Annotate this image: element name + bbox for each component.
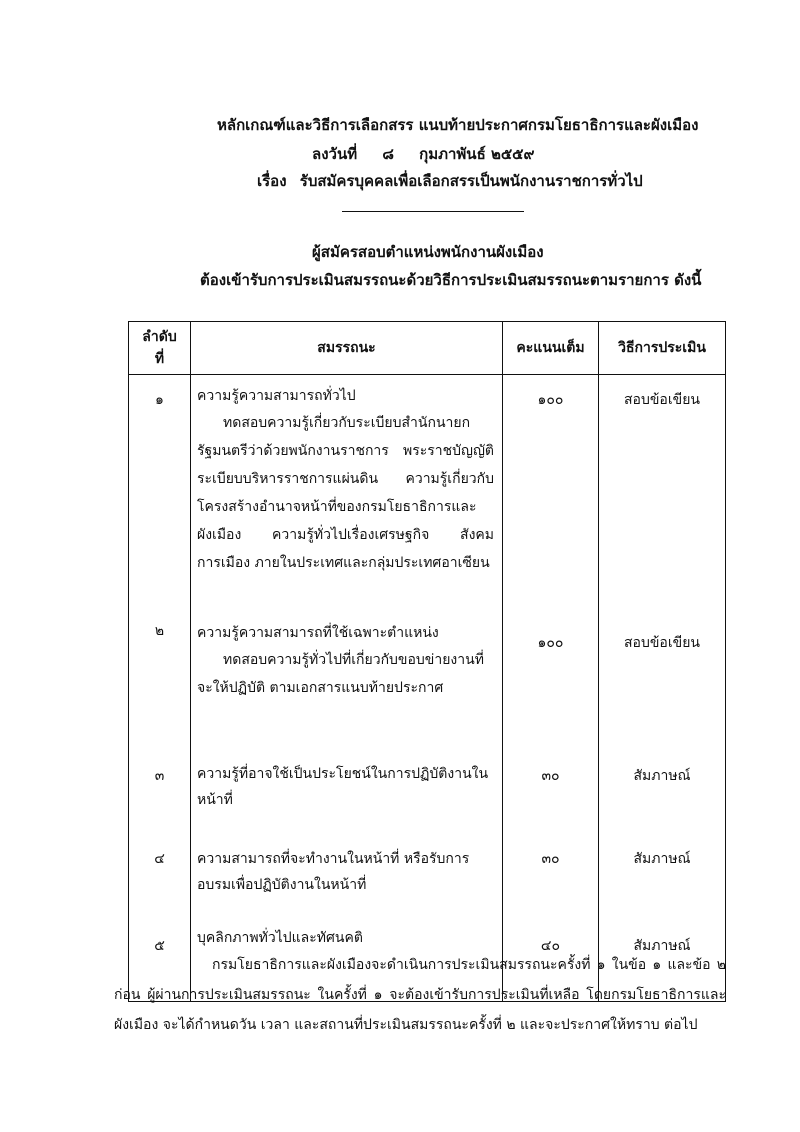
competency-topic: ความรู้ความสามารถที่ใช้เฉพาะตำแหน่ง bbox=[197, 625, 439, 641]
competency-description: ทดสอบความรู้ทั่วไปที่เกี่ยวกับขอบข่ายงานที่จะให้ปฏิบัติ ตามเอกสารแนบท้ายประกาศ bbox=[197, 652, 484, 696]
row-score: ๑๐๐ bbox=[503, 612, 599, 753]
footer-paragraph bbox=[114, 950, 726, 1040]
row-competency bbox=[191, 375, 503, 613]
row-method: สอบข้อเขียน bbox=[599, 375, 726, 613]
document-date bbox=[312, 142, 535, 166]
row-score: ๓๐ bbox=[503, 838, 599, 917]
table-row bbox=[129, 838, 726, 917]
footer-paragraph-text: กรมโยธาธิการและผังเมืองจะดำเนินการประเมินสมรรถนะครั้งที่ ๑ ในข้อ ๑ และข้อ ๒ ก่อน ผู้ผ่านการประเมินสมรรถนะ ในครั้งที่ ๑ จะต้องเข้ารับการประเมินที่เหลือ โดยกรมโยธาธิการและผังเมือง จะได้กำหนดวัน เวลา และสถานที่ประเมินสมรรถนะครั้งที่ ๒ และจะประกาศให้ทราบ ต่อไป bbox=[114, 957, 726, 1033]
table-row bbox=[129, 753, 726, 838]
row-competency bbox=[191, 838, 503, 917]
document-subject bbox=[257, 169, 643, 193]
subject-label: เรื่อง bbox=[257, 172, 287, 190]
date-prefix: ลงวันที่ bbox=[312, 145, 358, 163]
subject-text: รับสมัครบุคคลเพื่อเลือกสรรเป็นพนักงานราชการทั่วไป bbox=[299, 172, 643, 190]
header-divider bbox=[342, 211, 524, 212]
row-competency bbox=[191, 612, 503, 753]
competency-topic: บุคลิกภาพทั่วไปและทัศนคติ bbox=[197, 930, 363, 946]
intro-line-1: ผู้สมัครสอบตำแหน่งพนักงานผังเมือง bbox=[312, 243, 544, 261]
competency-topic: ความสามารถที่จะทำงานในหน้าที่ หรือรับการอบรมเพื่อปฏิบัติงานในหน้าที่ bbox=[197, 851, 470, 893]
header-method: วิธีการประเมิน bbox=[599, 322, 726, 375]
header-no-line1: ลำดับ bbox=[142, 329, 177, 345]
row-method: สอบข้อเขียน bbox=[599, 612, 726, 753]
header-score: คะแนนเต็ม bbox=[503, 322, 599, 375]
document-title: หลักเกณฑ์และวิธีการเลือกสรร แนบท้ายประกาศกรมโยธาธิการและผังเมือง bbox=[217, 116, 699, 134]
row-number: ๒ bbox=[129, 612, 191, 753]
competency-topic: ความรู้ที่อาจใช้เป็นประโยชน์ในการปฏิบัติงานในหน้าที่ bbox=[197, 766, 489, 808]
table-header-row bbox=[129, 322, 726, 375]
row-number: ๕ bbox=[129, 917, 191, 1002]
row-score: ๑๐๐ bbox=[503, 375, 599, 613]
date-month-year: กุมภาพันธ์ ๒๕๕๙ bbox=[419, 145, 535, 163]
table-row bbox=[129, 612, 726, 753]
row-method: สัมภาษณ์ bbox=[599, 838, 726, 917]
header-no bbox=[129, 322, 191, 375]
row-method: สัมภาษณ์ bbox=[599, 753, 726, 838]
row-method: สัมภาษณ์ bbox=[599, 917, 726, 1002]
header-no-line2: ที่ bbox=[154, 351, 165, 367]
header-competency: สมรรถนะ bbox=[191, 322, 503, 375]
table-row bbox=[129, 375, 726, 613]
row-score: ๓๐ bbox=[503, 753, 599, 838]
competency-topic: ความรู้ความสามารถทั่วไป bbox=[197, 388, 356, 404]
row-competency bbox=[191, 753, 503, 838]
row-score: ๔๐ bbox=[503, 917, 599, 1002]
row-number: ๑ bbox=[129, 375, 191, 613]
row-number: ๓ bbox=[129, 753, 191, 838]
intro-line-2: ต้องเข้ารับการประเมินสมรรถนะด้วยวิธีการประเมินสมรรถนะตามรายการ ดังนี้ bbox=[200, 271, 702, 289]
competency-description: ทดสอบความรู้เกี่ยวกับระเบียบสำนักนายกรัฐมนตรีว่าด้วยพนักงานราชการ พระราชบัญญัติระเบียบบริหารราชการแผ่นดิน ความรู้เกี่ยวกับโครงสร้างอำนาจหน้าที่ของกรมโยธาธิการและผังเมือง ความรู้ทั่วไปเรื่องเศรษฐกิจ สังคม การเมือง ภายในประเทศและกลุ่มประเทศอาเซียน bbox=[197, 415, 494, 571]
competency-table bbox=[128, 321, 726, 1002]
row-number: ๔ bbox=[129, 838, 191, 917]
date-day: ๘ bbox=[382, 145, 394, 163]
